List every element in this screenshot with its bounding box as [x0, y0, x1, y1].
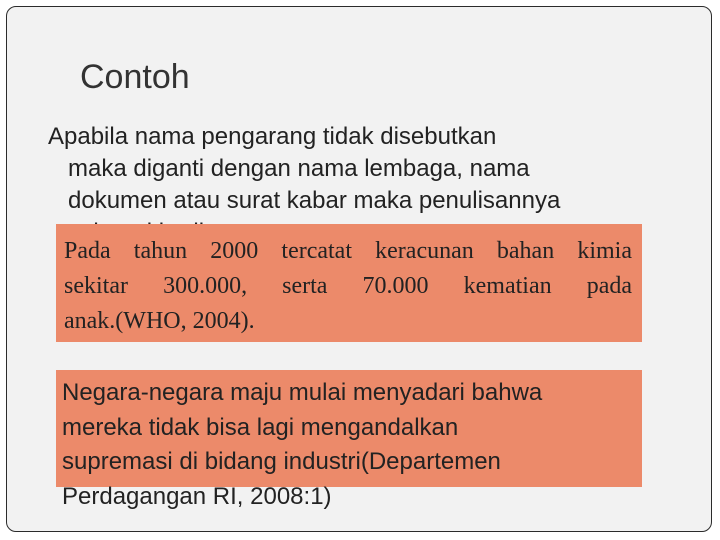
bullet-line-1: Apabila nama pengarang tidak disebutkan	[48, 123, 497, 150]
example-box-2-line-2: mereka tidak bisa lagi mengandalkan	[62, 413, 459, 441]
bullet-line-2: maka diganti dengan nama lembaga, nama	[68, 155, 530, 182]
bullet-paragraph	[48, 121, 688, 233]
example-box-departemen	[62, 376, 662, 514]
example-box-2-line-4: Perdagangan RI, 2008:1)	[62, 482, 332, 510]
slide-title: Contoh	[80, 58, 190, 96]
example-box-who	[56, 224, 642, 342]
example-box-1-line-3: anak.(WHO, 2004).	[64, 308, 255, 334]
example-box-1-line-1: Pada tahun 2000 tercatat keracunan bahan kimia	[64, 238, 632, 264]
bullet-line-3: dokumen atau surat kabar maka penulisannya	[68, 187, 561, 214]
example-box-2-line-3: supremasi di bidang industri(Departemen	[62, 448, 501, 475]
example-box-2-line-1: Negara-negara maju mulai menyadari bahwa	[62, 379, 543, 406]
example-box-1-line-2: sekitar 300.000, serta 70.000 kematian pada	[64, 273, 632, 299]
